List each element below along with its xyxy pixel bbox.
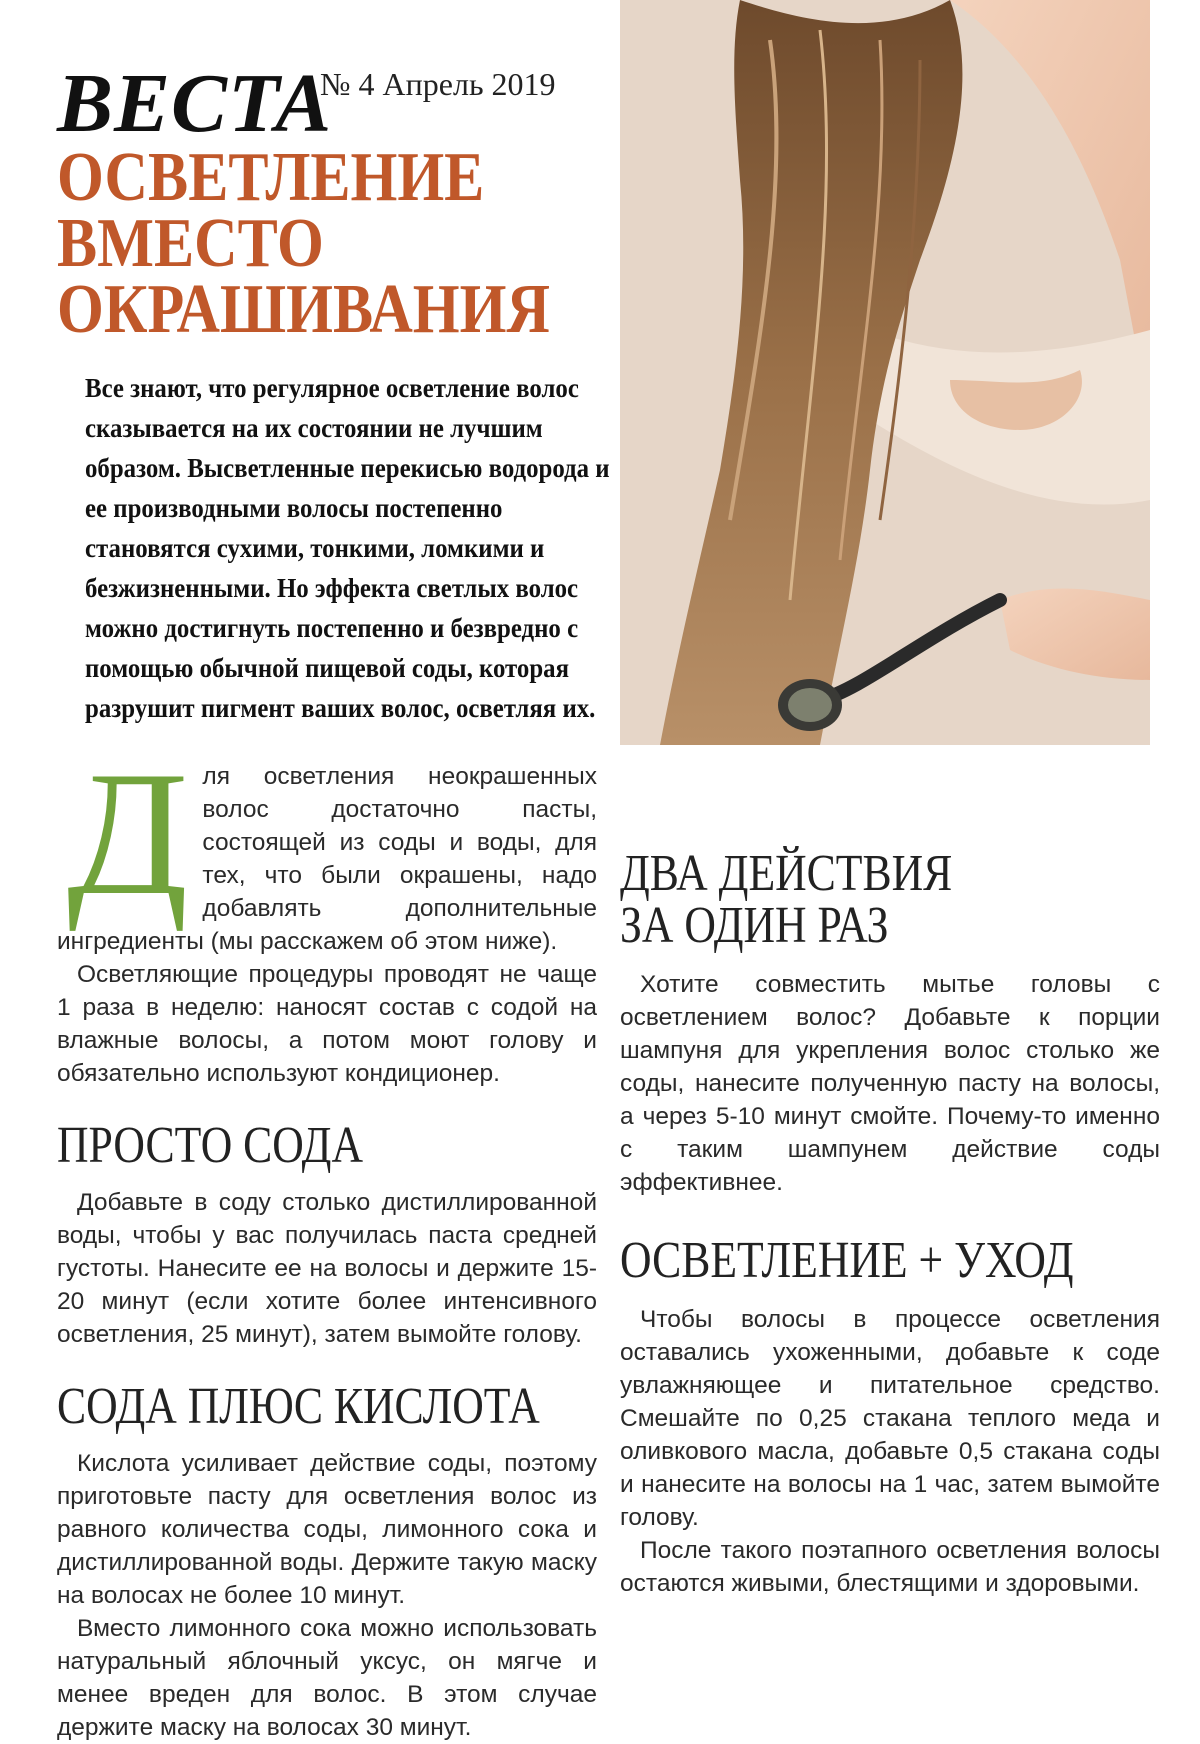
- intro-paragraph-1: ля осветления неокрашенных волос достаточно пасты, состоящей из соды и воды, для тех, что были окрашены, надо добавлять дополнительные ингредиенты (мы расскажем об этом ниже).: [57, 763, 597, 955]
- section-heading-two-actions-line-1: ДВА ДЕЙСТВИЯ: [620, 845, 953, 902]
- lead-paragraph: Все знают, что регулярное осветление волос сказывается на их состоянии не лучшим образом. Высветленные перекисью водорода и ее производными волосы постепенно становятся сухими, тонкими, ломкими и безжизненными. Но эффекта светлых волос можно достигнуть постепенно и безвредно с помощью обычной пищевой соды, которая разрушит пигмент ваших волос, осветляя их.: [85, 373, 610, 723]
- two-actions-paragraph: Хотите совместить мытье головы с осветлением волос? Добавьте к порции шампуня для укрепления волос столько же соды, нанесите полученную пасту на волосы, а через 5-10 минут смойте. Почему-то именно с таким шампунем действие соды эффективнее.: [620, 971, 1160, 1196]
- section-heading-care: ОСВЕТЛЕНИЕ + УХОД: [620, 1232, 1074, 1289]
- article-title: [57, 139, 550, 348]
- magazine-masthead: ВЕСТА: [57, 57, 333, 150]
- hero-photo: [620, 0, 1150, 745]
- intro-paragraph-2: Осветляющие процедуры проводят не чаще 1 раза в неделю: наносят состав с содой на влажные волосы, а потом моют голову и обязательно используют кондиционер.: [57, 961, 597, 1087]
- soda-paragraph: Добавьте в соду столько дистиллированной воды, чтобы у вас получилась паста средней густоты. Нанесите ее на волосы и держите 15-20 минут (если хотите более интенсивного осветления, 25 минут), затем вымойте голову.: [57, 1189, 597, 1348]
- woman-washing-hair-illustration: [620, 0, 1150, 745]
- drop-cap: Д: [67, 734, 189, 932]
- issue-info: № 4 Апрель 2019: [320, 66, 556, 102]
- column-spacer: [620, 760, 1160, 826]
- acid-paragraph-2: Вместо лимонного сока можно использовать натуральный яблочный уксус, он мягче и менее вреден для волос. В этом случае держите маску на волосах 30 минут.: [57, 1615, 597, 1741]
- title-line-2: ВМЕСТО: [57, 205, 324, 282]
- title-line-1: ОСВЕТЛЕНИЕ: [57, 139, 485, 216]
- left-column: [57, 734, 597, 1741]
- right-column: [620, 760, 1160, 1600]
- care-paragraph-2: После такого поэтапного осветления волосы остаются живыми, блестящими и здоровыми.: [620, 1537, 1160, 1597]
- section-heading-soda: ПРОСТО СОДА: [57, 1117, 363, 1174]
- section-heading-acid: СОДА ПЛЮС КИСЛОТА: [57, 1378, 540, 1435]
- acid-paragraph-1: Кислота усиливает действие соды, поэтому приготовьте пасту для осветления волос из равного количества соды, лимонного сока и дистиллированной воды. Держите такую маску на волосах не более 10 минут.: [57, 1450, 597, 1609]
- section-heading-two-actions-line-2: ЗА ОДИН РАЗ: [620, 897, 889, 954]
- care-paragraph-1: Чтобы волосы в процессе осветления оставались ухоженными, добавьте к соде увлажняющее и питательное средство. Смешайте по 0,25 стакана теплого меда и оливкового масла, добавьте 0,5 стакана соды и нанесите на волосы на 1 час, затем вымойте голову.: [620, 1306, 1160, 1531]
- title-line-3: ОКРАШИВАНИЯ: [57, 271, 550, 348]
